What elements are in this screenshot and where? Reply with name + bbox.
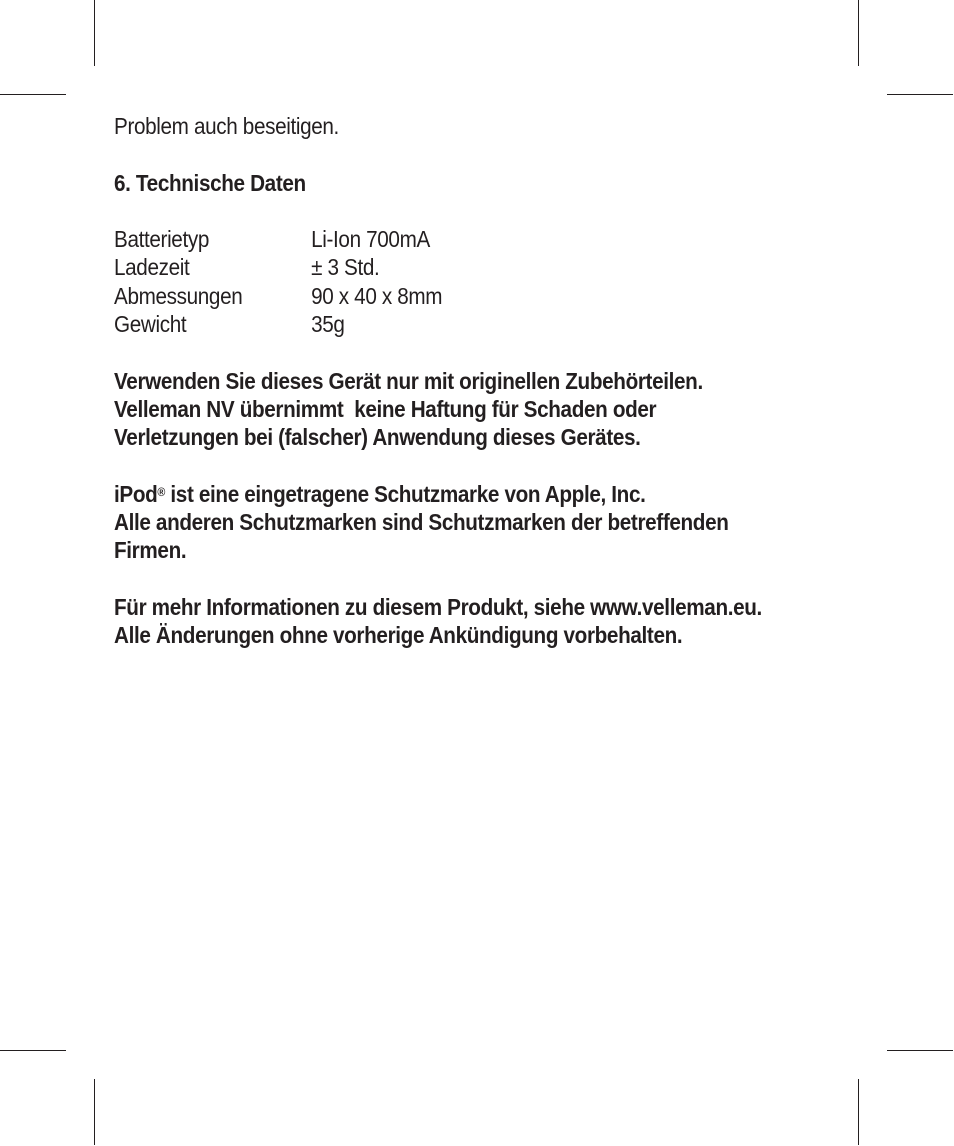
spec-value: 90 x 40 x 8mm: [311, 282, 443, 309]
warning-paragraph: [114, 367, 875, 452]
spec-value: Li-Ion 700mA: [311, 226, 430, 253]
crop-mark-bottom-right-horizontal: [887, 1050, 953, 1051]
info-line: Für mehr Informationen zu diesem Produkt, siehe www.velleman.eu.: [114, 594, 762, 621]
spec-key: Abmessungen: [114, 282, 243, 309]
trademark-line-rest: ist eine eingetragene Schutzmarke von Apple, Inc.: [165, 480, 646, 507]
spec-value: 35g: [311, 311, 345, 338]
trademark-line: [114, 480, 875, 508]
spec-row: [114, 310, 875, 338]
crop-mark-bottom-right-vertical: [858, 1079, 859, 1145]
spec-row: [114, 225, 875, 253]
crop-mark-top-left-horizontal: [0, 94, 66, 95]
info-paragraph: [114, 593, 875, 650]
section-title: 6. Technische Daten: [114, 169, 306, 196]
crop-mark-top-right-horizontal: [887, 94, 953, 95]
warning-line: Velleman NV übernimmt keine Haftung für Schaden oder: [114, 395, 657, 422]
info-line: Alle Änderungen ohne vorherige Ankündigung vorbehalten.: [114, 622, 683, 649]
spacer: [114, 338, 875, 366]
trademark-line: Alle anderen Schutzmarken sind Schutzmarken der betreffenden: [114, 509, 729, 536]
crop-mark-top-left-vertical: [94, 0, 95, 66]
spec-value: ± 3 Std.: [311, 254, 380, 281]
spec-key: Gewicht: [114, 311, 187, 338]
crop-mark-bottom-left-horizontal: [0, 1050, 66, 1051]
trademark-paragraph: [114, 480, 875, 565]
spec-row: [114, 282, 875, 310]
trademark-line: Firmen.: [114, 537, 187, 564]
warning-line: Verletzungen bei (falscher) Anwendung dieses Gerätes.: [114, 424, 641, 451]
spec-table: [114, 225, 875, 338]
spec-key: Batterietyp: [114, 226, 209, 253]
warning-line: Verwenden Sie dieses Gerät nur mit originellen Zubehörteilen.: [114, 367, 703, 394]
document-body: [114, 112, 875, 650]
registered-mark: ®: [157, 484, 166, 499]
spacer: [114, 197, 875, 225]
spec-row: [114, 253, 875, 281]
spacer: [114, 565, 875, 593]
trademark-brand: iPod: [114, 480, 158, 507]
spacer: [114, 452, 875, 480]
intro-line: Problem auch beseitigen.: [114, 113, 339, 139]
crop-mark-top-right-vertical: [858, 0, 859, 66]
spec-key: Ladezeit: [114, 254, 190, 281]
crop-mark-bottom-left-vertical: [94, 1079, 95, 1145]
spacer: [114, 140, 875, 168]
